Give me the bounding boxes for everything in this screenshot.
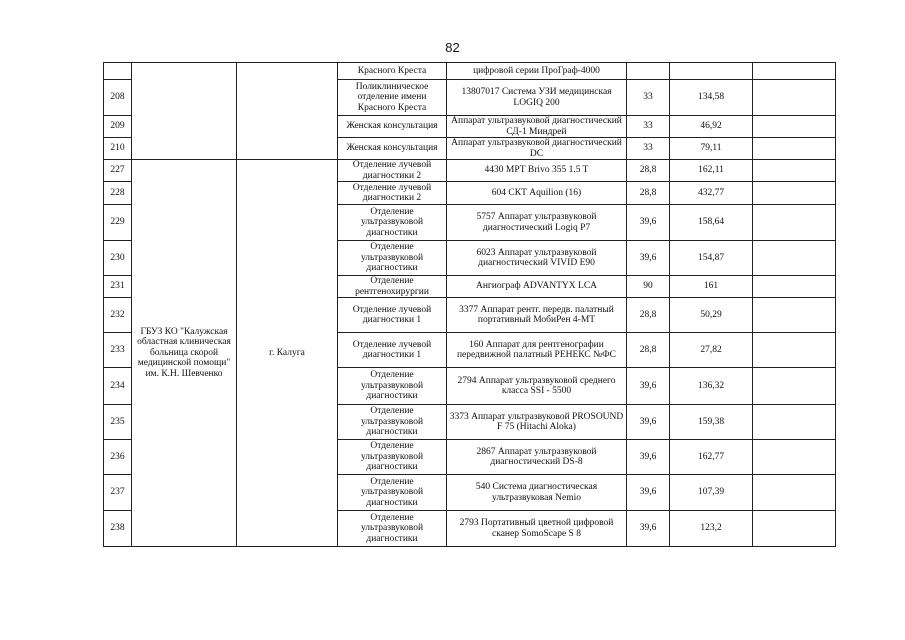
rate-cell: 28,8 (627, 333, 670, 368)
rate-cell (627, 63, 670, 80)
equipment-cell: Ангиограф ADVANTYX LCA (447, 276, 627, 298)
extra-cell (753, 333, 836, 368)
department-cell: Отделение ультразвуковой диагностики (338, 511, 447, 547)
row-number: 234 (104, 368, 132, 405)
amount-cell: 158,64 (670, 205, 753, 241)
amount-cell: 162,11 (670, 160, 753, 182)
amount-cell: 161 (670, 276, 753, 298)
amount-cell: 162,77 (670, 440, 753, 475)
rate-cell: 33 (627, 80, 670, 116)
equipment-table (103, 62, 836, 547)
equipment-cell: Аппарат ультразвуковой диагностический DC (447, 138, 627, 160)
rate-cell: 39,6 (627, 405, 670, 440)
row-number: 237 (104, 475, 132, 511)
amount-cell: 79,11 (670, 138, 753, 160)
equipment-cell: 604 СКТ Aquilion (16) (447, 182, 627, 205)
equipment-cell: 5757 Аппарат ультразвуковой диагностический Logiq P7 (447, 205, 627, 241)
row-number: 233 (104, 333, 132, 368)
rate-cell: 39,6 (627, 368, 670, 405)
department-cell: Отделение лучевой диагностики 2 (338, 182, 447, 205)
row-number: 229 (104, 205, 132, 241)
row-number: 230 (104, 241, 132, 276)
rate-cell: 28,8 (627, 160, 670, 182)
rate-cell: 33 (627, 138, 670, 160)
department-cell: Женская консультация (338, 116, 447, 138)
row-number: 232 (104, 298, 132, 333)
amount-cell: 123,2 (670, 511, 753, 547)
equipment-cell: 160 Аппарат для рентгенографии передвижной палатный РЕНЕКС №ФС (447, 333, 627, 368)
rate-cell: 39,6 (627, 241, 670, 276)
rate-cell: 39,6 (627, 205, 670, 241)
department-cell: Отделение ультразвуковой диагностики (338, 405, 447, 440)
row-number: 231 (104, 276, 132, 298)
extra-cell (753, 475, 836, 511)
extra-cell (753, 276, 836, 298)
department-cell: Отделение ультразвуковой диагностики (338, 241, 447, 276)
organization-cell (132, 63, 237, 160)
rate-cell: 39,6 (627, 475, 670, 511)
row-number: 238 (104, 511, 132, 547)
department-cell: Отделение ультразвуковой диагностики (338, 368, 447, 405)
extra-cell (753, 405, 836, 440)
organization-cell: ГБУЗ КО "Калужская областная клиническая больница скорой медицинской помощи" им. К.Н. Шевченко (132, 160, 237, 547)
rate-cell: 39,6 (627, 440, 670, 475)
rate-cell: 39,6 (627, 511, 670, 547)
amount-cell: 50,29 (670, 298, 753, 333)
extra-cell (753, 298, 836, 333)
row-number: 227 (104, 160, 132, 182)
amount-cell: 134,58 (670, 80, 753, 116)
department-cell: Женская консультация (338, 138, 447, 160)
extra-cell (753, 205, 836, 241)
city-cell: г. Калуга (237, 160, 338, 547)
department-cell: Отделение ультразвуковой диагностики (338, 205, 447, 241)
rate-cell: 28,8 (627, 298, 670, 333)
amount-cell: 46,92 (670, 116, 753, 138)
row-number: 208 (104, 80, 132, 116)
table-row (104, 63, 836, 80)
department-cell: Отделение лучевой диагностики 1 (338, 298, 447, 333)
amount-cell: 432,77 (670, 182, 753, 205)
amount-cell: 136,32 (670, 368, 753, 405)
department-cell: Поликлиническое отделение имени Красного Креста (338, 80, 447, 116)
row-number: 209 (104, 116, 132, 138)
table-row (104, 160, 836, 182)
equipment-cell: 6023 Аппарат ультразвуковой диагностический VIVID E90 (447, 241, 627, 276)
rate-cell: 28,8 (627, 182, 670, 205)
extra-cell (753, 511, 836, 547)
extra-cell (753, 241, 836, 276)
equipment-cell: 540 Система диагностическая ультразвуковая Nemio (447, 475, 627, 511)
row-number: 210 (104, 138, 132, 160)
extra-cell (753, 80, 836, 116)
amount-cell: 27,82 (670, 333, 753, 368)
equipment-cell: 3373 Аппарат ультразвуковой PROSOUND F 75 (Hitachi Aloka) (447, 405, 627, 440)
equipment-cell: 2867 Аппарат ультразвуковой диагностический DS-8 (447, 440, 627, 475)
extra-cell (753, 116, 836, 138)
equipment-cell: 2793 Портативный цветной цифровой сканер SomoScape S 8 (447, 511, 627, 547)
amount-cell: 107,39 (670, 475, 753, 511)
page-number: 82 (445, 40, 460, 55)
department-cell: Отделение ультразвуковой диагностики (338, 440, 447, 475)
department-cell: Отделение ультразвуковой диагностики (338, 475, 447, 511)
extra-cell (753, 138, 836, 160)
equipment-cell: 2794 Аппарат ультразвуковой среднего класса SSI - 5500 (447, 368, 627, 405)
row-number: 235 (104, 405, 132, 440)
extra-cell (753, 368, 836, 405)
department-cell: Отделение рентгенохирургии (338, 276, 447, 298)
equipment-cell: 3377 Аппарат рентг. передв. палатный портативный МобиРен 4-МТ (447, 298, 627, 333)
extra-cell (753, 440, 836, 475)
amount-cell: 159,38 (670, 405, 753, 440)
row-number: 228 (104, 182, 132, 205)
num-cell (104, 63, 132, 80)
department-cell: Красного Креста (338, 63, 447, 80)
amount-cell: 154,87 (670, 241, 753, 276)
extra-cell (753, 160, 836, 182)
equipment-cell: цифровой серии ПроГраф-4000 (447, 63, 627, 80)
rate-cell: 33 (627, 116, 670, 138)
department-cell: Отделение лучевой диагностики 1 (338, 333, 447, 368)
equipment-cell: 4430 МРТ Brivo 355 1.5 T (447, 160, 627, 182)
city-cell (237, 63, 338, 160)
extra-cell (753, 182, 836, 205)
extra-cell (753, 63, 836, 80)
amount-cell (670, 63, 753, 80)
equipment-cell: Аппарат ультразвуковой диагностический СД-1 Миндрей (447, 116, 627, 138)
rate-cell: 90 (627, 276, 670, 298)
equipment-cell: 13807017 Система УЗИ медицинская LOGIQ 200 (447, 80, 627, 116)
department-cell: Отделение лучевой диагностики 2 (338, 160, 447, 182)
table-body (104, 63, 836, 547)
row-number: 236 (104, 440, 132, 475)
